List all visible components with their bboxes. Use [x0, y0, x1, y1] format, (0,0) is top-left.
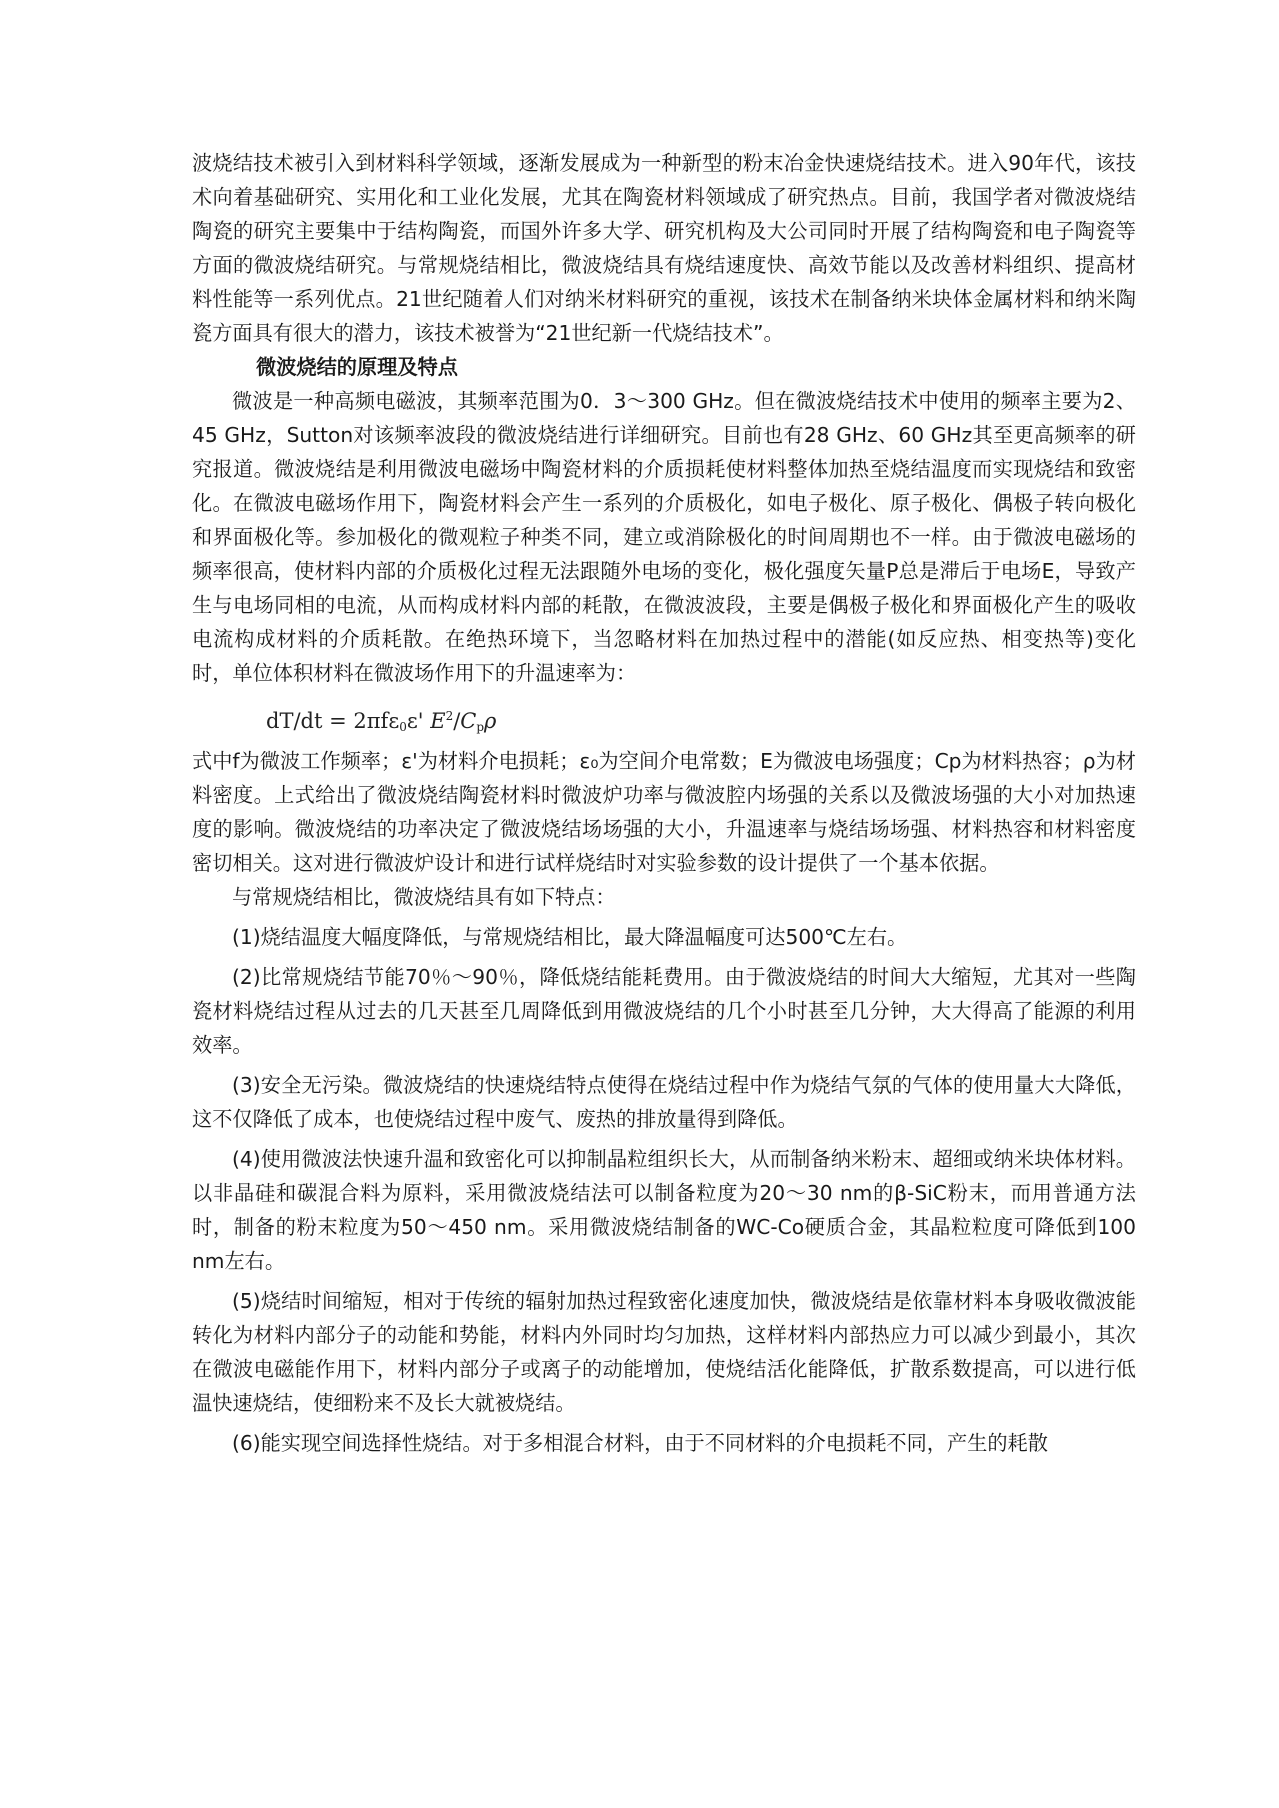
formula-rhs-b: ε: [406, 709, 418, 733]
formula-rhs-c: C: [460, 709, 477, 733]
principle-paragraph: 微波是一种高频电磁波，其频率范围为0．3～300 GHz。但在微波烧结技术中使用的频率主要为2、45 GHz，Sutton对该频率波段的微波烧结进行详细研究。目前也有28 GHz、60 GHz其至更高频率的研究报道。微波烧结是利用微波电磁场中陶瓷材料的介质损耗使材料整体加热至烧结温度而实现烧结和致密化。在微波电磁场作用下，陶瓷材料会产生一系列的介质极化，如电子极化、原子极化、偶极子转向极化和界面极化等。参加极化的微观粒子种类不同，建立或消除极化的时间周期也不一样。由于微波电磁场的频率很高，使材料内部的介质极化过程无法跟随外电场的变化，极化强度矢量P总是滞后于电场E，导致产生与电场同相的电流，从而构成材料内部的耗散，在微波波段，主要是偶极子极化和界面极化产生的吸收电流构成材料的介质耗散。在绝热环境下，当忽略材料在加热过程中的潜能(如反应热、相变热等)变化时，单位体积材料在微波场作用下的升温速率为：: [192, 389, 1136, 685]
formula-rhs-a: 2πfε: [353, 709, 400, 733]
features-intro: 与常规烧结相比，微波烧结具有如下特点：: [232, 885, 616, 909]
feature-item-6: (6)能实现空间选择性烧结。对于多相混合材料，由于不同材料的介电损耗不同，产生的耗散: [232, 1431, 1048, 1455]
formula-prime: ': [417, 709, 424, 733]
formula-square: 2: [445, 709, 454, 723]
formula-sub-p: p: [476, 720, 485, 734]
feature-item-1: (1)烧结温度大幅度降低，与常规烧结相比，最大降温幅度可达500℃左右。: [232, 925, 908, 949]
formula-sub-0: 0: [399, 720, 407, 734]
feature-item-3: (3)安全无污染。微波烧结的快速烧结特点使得在烧结过程中作为烧结气氛的气体的使用量大大降低，这不仅降低了成本，也使烧结过程中废气、废热的排放量得到降低。: [192, 1073, 1136, 1131]
feature-item-2: (2)比常规烧结节能70％～90％，降低烧结能耗费用。由于微波烧结的时间大大缩短，尤其对一些陶瓷材料烧结过程从过去的几天甚至几周降低到用微波烧结的几个小时甚至几分钟，大大得高了能源的利用效率。: [192, 965, 1136, 1057]
heating-rate-formula: dT/dt = 2πfε$_0$ε' $E^2/C_p\rho$: [266, 709, 497, 734]
explain-paragraph: 式中f为微波工作频率；ε'为材料介电损耗；ε₀为空间介电常数；E为微波电场强度；Cp为材料热容；ρ为材料密度。上式给出了微波烧结陶瓷材料时微波炉功率与微波腔内场强的关系以及微波场强的大小对加热速度的影响。微波烧结的功率决定了微波烧结场场强的大小，升温速率与烧结场场强、材料热容和材料密度密切相关。这对进行微波炉设计和进行试样烧结时对实验参数的设计提供了一个基本依据。: [192, 749, 1136, 875]
formula-rhs-e: E: [430, 709, 446, 733]
document-page: [192, 146, 1136, 1460]
feature-item-5: (5)烧结时间缩短，相对于传统的辐射加热过程致密化速度加快，微波烧结是依靠材料本身吸收微波能转化为材料内部分子的动能和势能，材料内外同时均匀加热，这样材料内部热应力可以减少到最小，其次在微波电磁能作用下，材料内部分子或离子的动能增加，使烧结活化能降低，扩散系数提高，可以进行低温快速烧结，使细粉来不及长大就被烧结。: [192, 1289, 1136, 1415]
section-heading: 微波烧结的原理及特点: [256, 355, 458, 379]
feature-item-4: (4)使用微波法快速升温和致密化可以抑制晶粒组织长大，从而制备纳米粉末、超细或纳米块体材料。以非晶硅和碳混合料为原料，采用微波烧结法可以制备粒度为20～30 nm的β-SiC粉末，而用普通方法时，制备的粉末粒度为50～450 nm。采用微波烧结制备的WC-Co硬质合金，其晶粒粒度可降低到100 nm左右。: [192, 1147, 1136, 1273]
intro-paragraph: 波烧结技术被引入到材料科学领域，逐渐发展成为一种新型的粉末冶金快速烧结技术。进入90年代，该技术向着基础研究、实用化和工业化发展，尤其在陶瓷材料领域成了研究热点。目前，我国学者对微波烧结陶瓷的研究主要集中于结构陶瓷，而国外许多大学、研究机构及大公司同时开展了结构陶瓷和电子陶瓷等方面的微波烧结研究。与常规烧结相比，微波烧结具有烧结速度快、高效节能以及改善材料组织、提高材料性能等一系列优点。21世纪随着人们对纳米材料研究的重视，该技术在制备纳米块体金属材料和纳米陶瓷方面具有很大的潜力，该技术被誉为“21世纪新一代烧结技术”。: [192, 151, 1136, 345]
formula-rhs-rho: ρ: [484, 709, 497, 733]
formula-lhs: dT/dt: [266, 709, 323, 733]
